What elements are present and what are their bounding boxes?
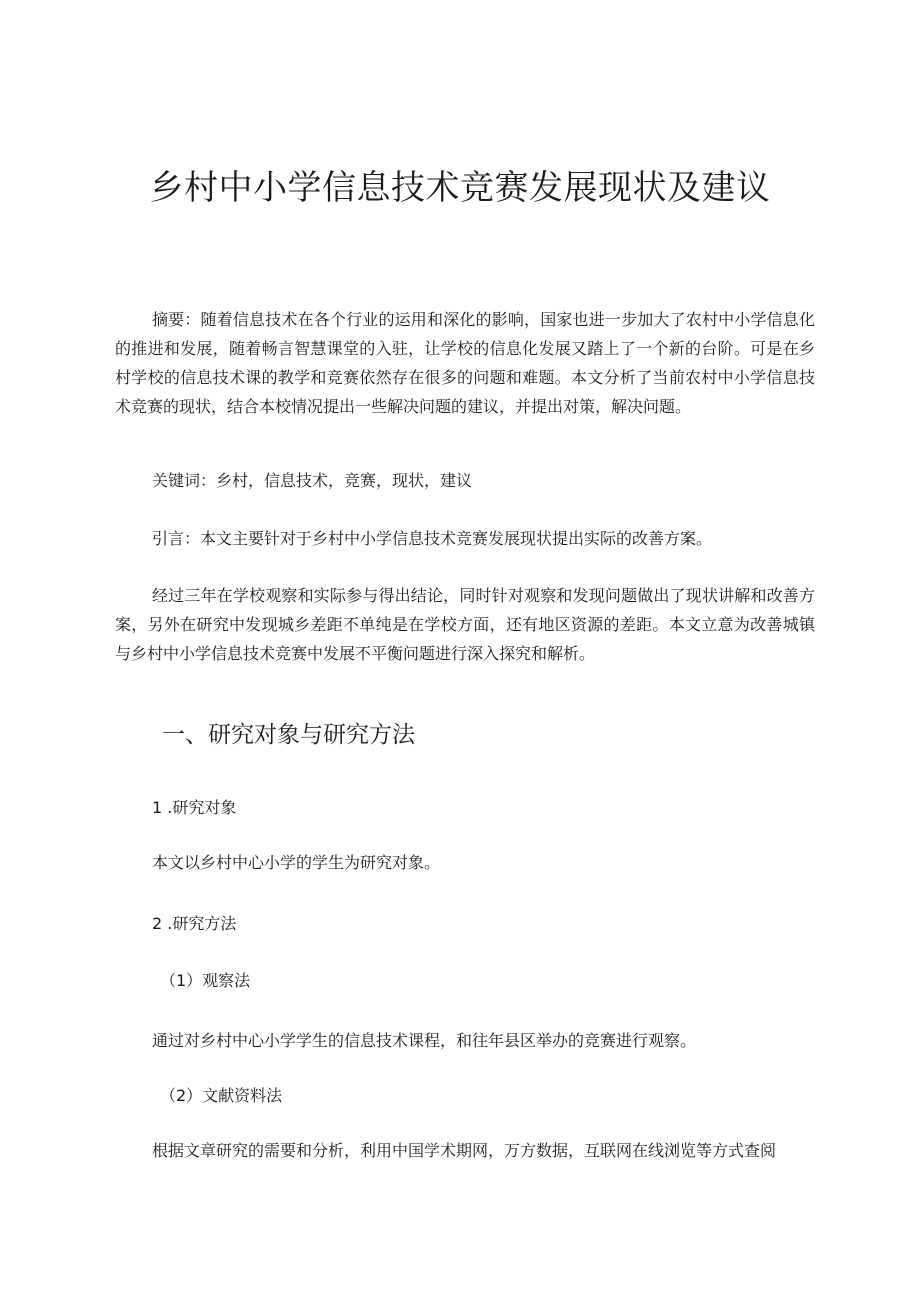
research-object-text: 本文以乡村中心小学的学生为研究对象。 (152, 853, 441, 872)
section-heading-research-object-method: 一、研究对象与研究方法 (162, 722, 415, 748)
subsection-heading-research-object: 1 .研究对象 (152, 798, 237, 817)
abstract-paragraph: 摘要：随着信息技术在各个行业的运用和深化的影响，国家也进一步加大了农村中小学信息化的推进和发展，随着畅言智慧课堂的入驻，让学校的信息化发展又踏上了一个新的台阶。可是在乡村学校的信息技术课的教学和竞赛依然存在很多的问题和难题。本文分析了当前农村中小学信息技术竞赛的现状，结合本校情况提出一些解决问题的建议，并提出对策，解决问题。 (115, 310, 815, 416)
subsection-heading-research-method: 2 .研究方法 (152, 914, 237, 933)
document-title: 乡村中小学信息技术竞赛发展现状及建议 (149, 168, 771, 208)
method-heading-literature: （2）文献资料法 (160, 1086, 283, 1105)
method-heading-observation: （1）观察法 (160, 971, 251, 990)
intro-body-paragraph: 经过三年在学校观察和实际参与得出结论，同时针对观察和发现问题做出了现状讲解和改善方案，另外在研究中发现城乡差距不单纯是在学校方面，还有地区资源的差距。本文立意为改善城镇与乡村中小学信息技术竞赛中发展不平衡问题进行深入探究和解析。 (115, 586, 815, 663)
observation-method-text: 通过对乡村中心小学学生的信息技术课程，和往年县区举办的竞赛进行观察。 (152, 1031, 697, 1050)
literature-method-text: 根据文章研究的需要和分析，利用中国学术期网，万方数据，互联网在线浏览等方式查阅 (152, 1141, 777, 1160)
introduction-line: 引言：本文主要针对于乡村中小学信息技术竞赛发展现状提出实际的改善方案。 (152, 529, 713, 548)
keywords-line: 关键词：乡村，信息技术，竞赛，现状，建议 (152, 471, 473, 490)
